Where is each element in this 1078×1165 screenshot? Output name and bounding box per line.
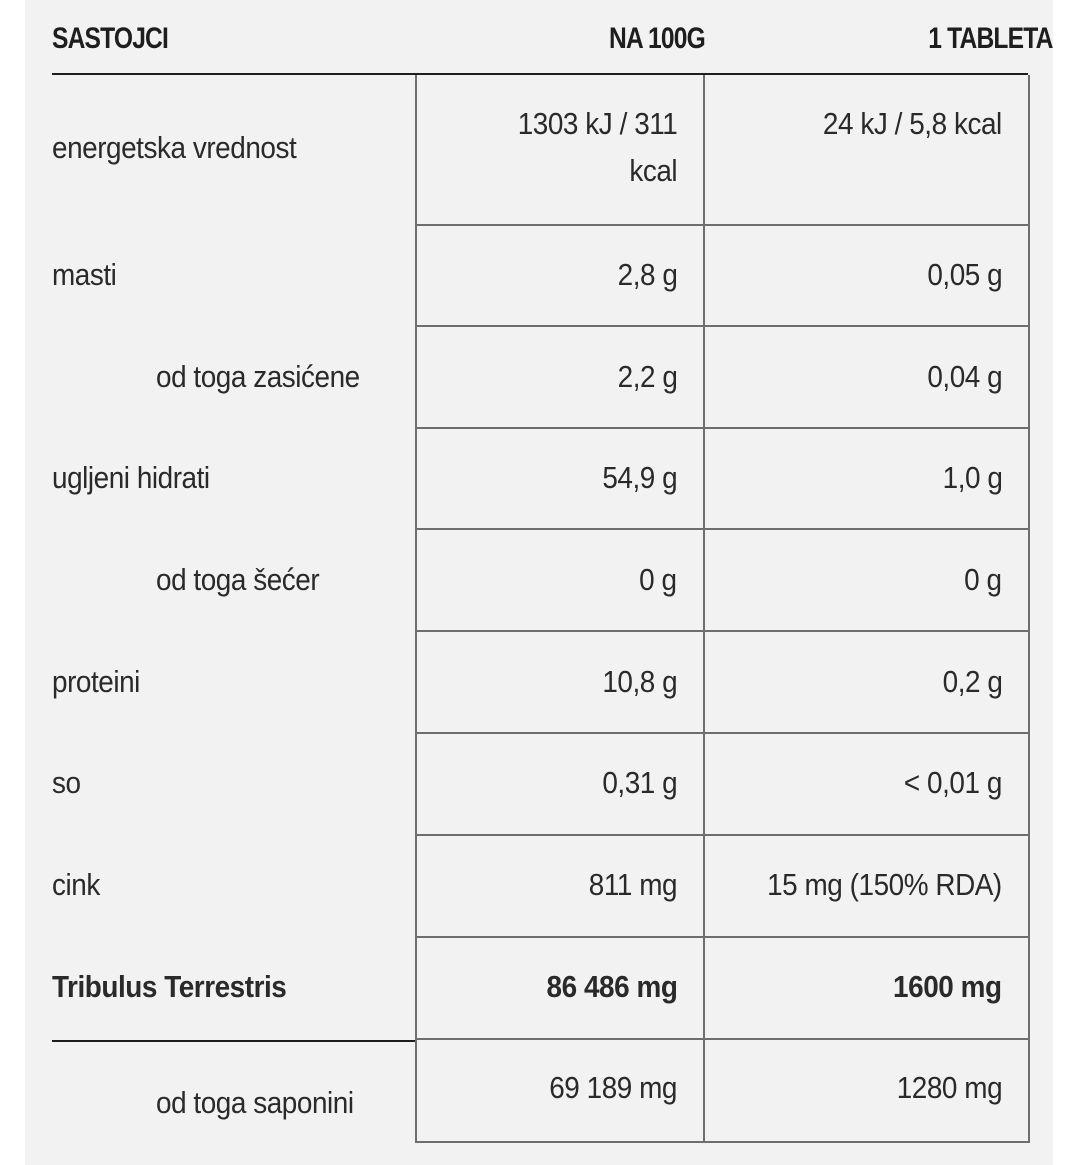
per100-cell: [415, 632, 703, 734]
table-row: [52, 938, 1028, 1040]
per-tablet-value: 0,05 g: [927, 257, 1002, 292]
per-tablet-cell: [703, 327, 1030, 429]
nutrition-panel: [25, 0, 1053, 1165]
per-tablet-cell: [703, 75, 1030, 226]
per100-value: 2,8 g: [617, 257, 677, 292]
per100-cell: [415, 938, 703, 1040]
per100-value-line2: kcal: [629, 153, 677, 188]
per-tablet-cell: [703, 1040, 1030, 1143]
label-cell: [52, 75, 415, 226]
table-row: [52, 75, 1028, 226]
row-label: od toga šećer: [156, 562, 320, 597]
label-cell: [52, 632, 415, 734]
per-tablet-value: 0 g: [964, 562, 1002, 597]
table-row: [52, 327, 1028, 429]
label-cell: [52, 530, 415, 632]
per-tablet-cell: [703, 429, 1030, 530]
header-per-tablet: 1 TABLETA: [928, 22, 1053, 55]
per100-value-line1: 1303 kJ / 311: [517, 106, 677, 141]
per-tablet-cell: [703, 836, 1030, 938]
label-cell: [52, 226, 415, 327]
per100-cell: [415, 836, 703, 938]
per-tablet-cell: [703, 632, 1030, 734]
table-row: [52, 429, 1028, 530]
label-cell: [52, 938, 415, 1040]
per100-cell: [415, 1040, 703, 1143]
table-row: [52, 632, 1028, 734]
per100-value: 86 486 mg: [546, 969, 677, 1004]
header-ingredients: SASTOJCI: [52, 22, 169, 55]
table-row: [52, 734, 1028, 836]
per100-cell: [415, 734, 703, 836]
per-tablet-value: 0,2 g: [942, 664, 1002, 699]
per100-value: 811 mg: [588, 867, 677, 902]
per100-value: 54,9 g: [602, 460, 677, 495]
row-label: so: [52, 765, 81, 800]
per100-value: 2,2 g: [617, 359, 677, 394]
per100-cell: [415, 530, 703, 632]
label-cell: [52, 327, 415, 429]
per100-value: 0 g: [639, 562, 677, 597]
per-tablet-value: < 0,01 g: [903, 765, 1002, 800]
row-label: proteini: [52, 664, 140, 699]
per100-value: 0,31 g: [602, 765, 677, 800]
per-tablet-value: 1,0 g: [942, 460, 1002, 495]
per-tablet-value: 15 mg (150% RDA): [767, 867, 1002, 902]
per-tablet-cell: [703, 734, 1030, 836]
table-row: [52, 1040, 1028, 1143]
per-tablet-value: 24 kJ / 5,8 kcal: [823, 106, 1002, 141]
label-cell: [52, 836, 415, 938]
per-tablet-value: 0,04 g: [927, 359, 1002, 394]
table-header: [25, 0, 1053, 74]
label-cell: [52, 429, 415, 530]
per-tablet-cell: [703, 226, 1030, 327]
label-cell: [52, 734, 415, 836]
per100-value: 10,8 g: [602, 664, 677, 699]
row-label: Tribulus Terrestris: [52, 969, 287, 1004]
row-label: energetska vrednost: [52, 130, 297, 165]
row-label: cink: [52, 867, 100, 902]
per100-cell: [415, 75, 703, 226]
per-tablet-cell: [703, 938, 1030, 1040]
per-tablet-value: 1600 mg: [893, 969, 1002, 1004]
nutrition-table: [52, 75, 1028, 1143]
per-tablet-cell: [703, 530, 1030, 632]
per100-value: 69 189 mg: [549, 1070, 677, 1105]
row-label: masti: [52, 257, 117, 292]
row-label: od toga zasićene: [156, 359, 360, 394]
per100-cell: [415, 226, 703, 327]
row-label: od toga saponini: [156, 1085, 354, 1120]
label-cell: [52, 1040, 415, 1143]
per100-cell: [415, 327, 703, 429]
table-row: [52, 226, 1028, 327]
header-per-100g: NA 100G: [609, 22, 705, 55]
row-label: ugljeni hidrati: [52, 460, 210, 495]
table-row: [52, 530, 1028, 632]
per100-cell: [415, 429, 703, 530]
per-tablet-value: 1280 mg: [896, 1070, 1002, 1105]
table-row: [52, 836, 1028, 938]
